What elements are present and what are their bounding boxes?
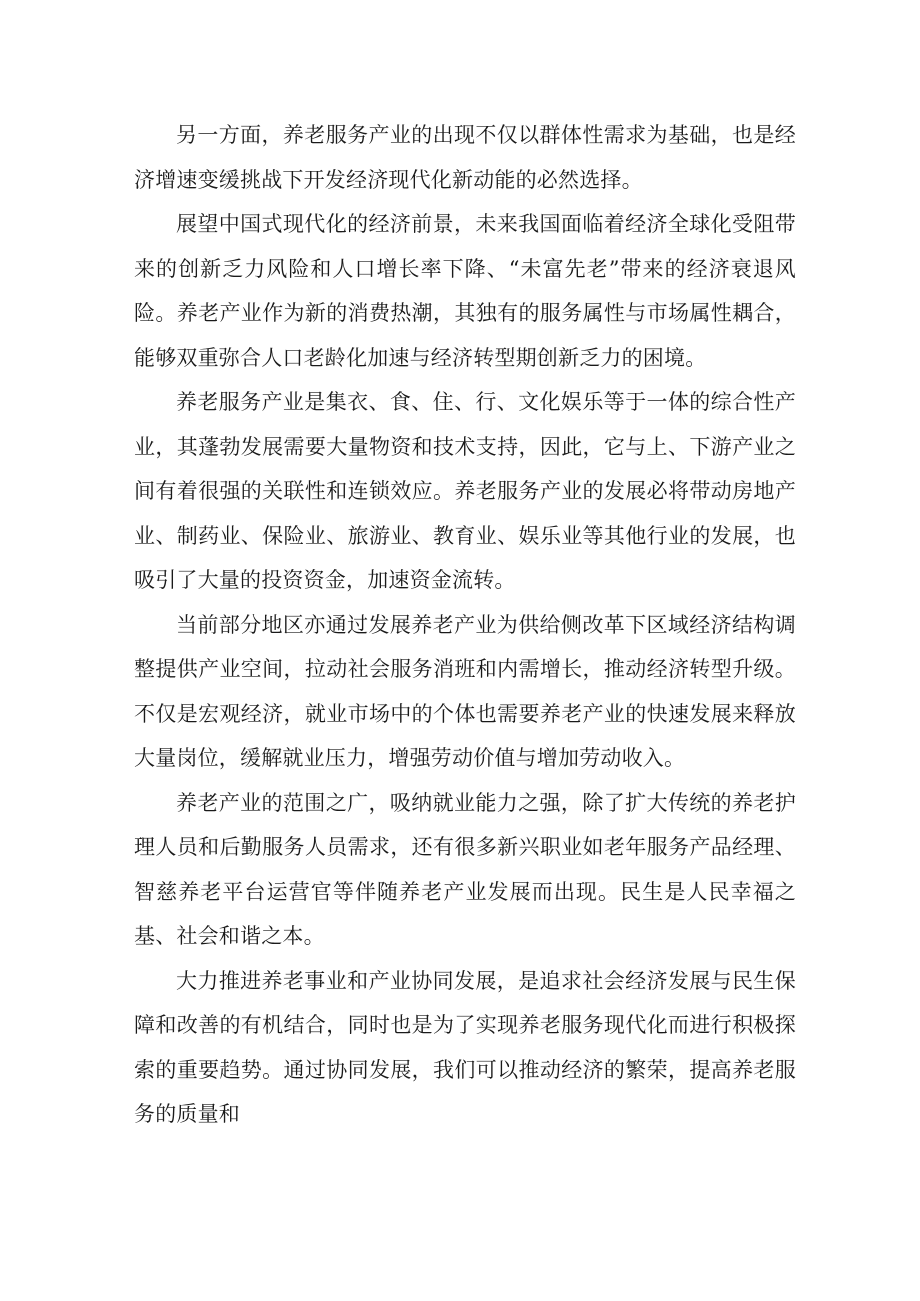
paragraph: 养老产业的范围之广，吸纳就业能力之强，除了扩大传统的养老护理人员和后勤服务人员需求，还有很多新兴职业如老年服务产品经理、智慈养老平台运营官等伴随养老产业发展而出现。民生是人民幸福之基、社会和谐之本。	[134, 790, 796, 948]
paragraph: 养老服务产业是集衣、食、住、行、文化娱乐等于一体的综合性产业，其蓬勃发展需要大量物资和技术支持，因此，它与上、下游产业之间有着很强的关联性和连锁效应。养老服务产业的发展必将带动房地产业、制药业、保险业、旅游业、教育业、娱乐业等其他行业的发展，也吸引了大量的投资资金，加速资金流转。	[134, 390, 796, 592]
paragraph: 另一方面，养老服务产业的出现不仅以群体性需求为基础，也是经济增速变缓挑战下开发经济现代化新动能的必然选择。	[134, 123, 796, 192]
document-body	[134, 113, 796, 1137]
paragraph: 大力推进养老事业和产业协同发展，是追求社会经济发展与民生保障和改善的有机结合，同时也是为了实现养老服务现代化而进行积极探索的重要趋势。通过协同发展，我们可以推动经济的繁荣，提高养老服务的质量和	[134, 968, 796, 1126]
paragraph: 当前部分地区亦通过发展养老产业为供给侧改革下区域经济结构调整提供产业空间，拉动社会服务消班和内需增长，推动经济转型升级。不仅是宏观经济，就业市场中的个体也需要养老产业的快速发展来释放大量岗位，缓解就业压力，增强劳动价值与增加劳动收入。	[134, 612, 796, 770]
paragraph: 展望中国式现代化的经济前景，未来我国面临着经济全球化受阻带来的创新乏力风险和人口增长率下降、“未富先老”带来的经济衰退风险。养老产业作为新的消费热潮，其独有的服务属性与市场属性耦合，能够双重弥合人口老龄化加速与经济转型期创新乏力的困境。	[134, 212, 796, 370]
